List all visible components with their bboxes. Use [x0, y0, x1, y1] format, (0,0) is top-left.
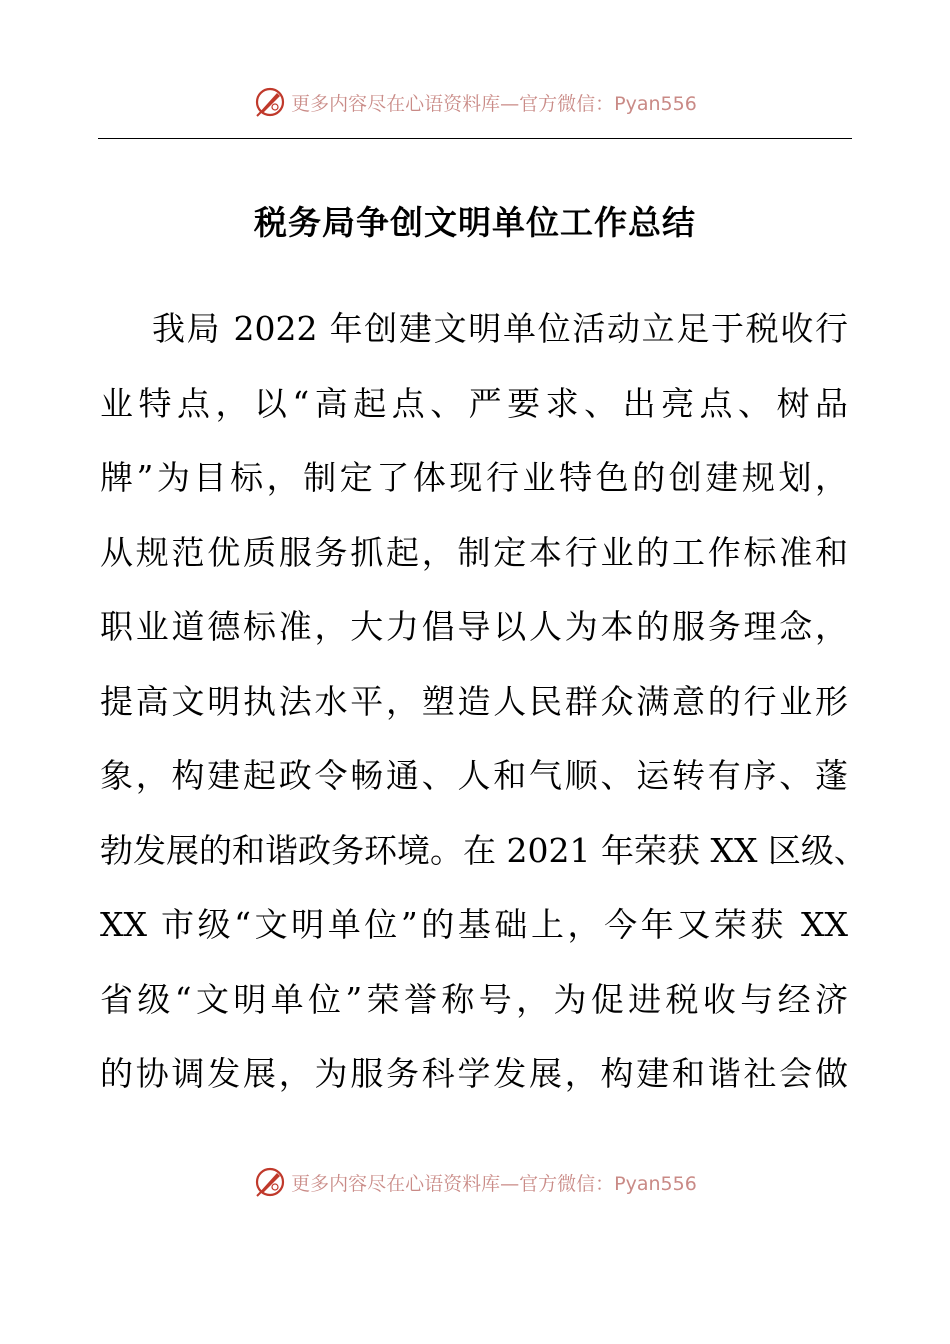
footer-watermark-text: 更多内容尽在心语资料库—官方微信：Pyan556 — [291, 1172, 697, 1195]
footer-watermark-banner — [0, 1160, 950, 1204]
feather-pen-logo-icon — [253, 85, 287, 119]
body-line: 职业道德标准，大力倡导以人为本的服务理念， — [100, 607, 848, 646]
feather-pen-logo-icon — [253, 1165, 287, 1199]
body-line: 业特点，以“高起点、严要求、出亮点、树品 — [100, 383, 848, 423]
body-line: 我局 2022 年创建文明单位活动立足于税收行 — [152, 309, 848, 348]
header-watermark-text: 更多内容尽在心语资料库—官方微信：Pyan556 — [291, 92, 697, 115]
body-line: 象，构建起政令畅通、人和气顺、运转有序、蓬 — [100, 756, 848, 795]
header-watermark-banner — [0, 80, 950, 124]
body-line: 的协调发展，为服务科学发展，构建和谐社会做 — [100, 1054, 848, 1093]
header-wechat-id: Pyan556 — [614, 92, 697, 115]
body-line: 勃发展的和谐政务环境。在 2021 年荣获 XX 区级、 — [100, 830, 867, 870]
body-line: 省级“文明单位”荣誉称号，为促进税收与经济 — [100, 979, 848, 1019]
body-line: XX 市级“文明单位”的基础上，今年又荣获 XX — [100, 905, 848, 944]
body-line: 从规范优质服务抓起，制定本行业的工作标准和 — [100, 532, 848, 572]
footer-wechat-id: Pyan556 — [614, 1172, 697, 1195]
document-body — [100, 292, 867, 1112]
document-title: 税务局争创文明单位工作总结 — [254, 203, 696, 242]
body-line: 牌”为目标，制定了体现行业特色的创建规划， — [100, 458, 848, 497]
body-line: 提高文明执法水平，塑造人民群众满意的行业形 — [100, 681, 848, 721]
header-divider — [98, 138, 852, 139]
